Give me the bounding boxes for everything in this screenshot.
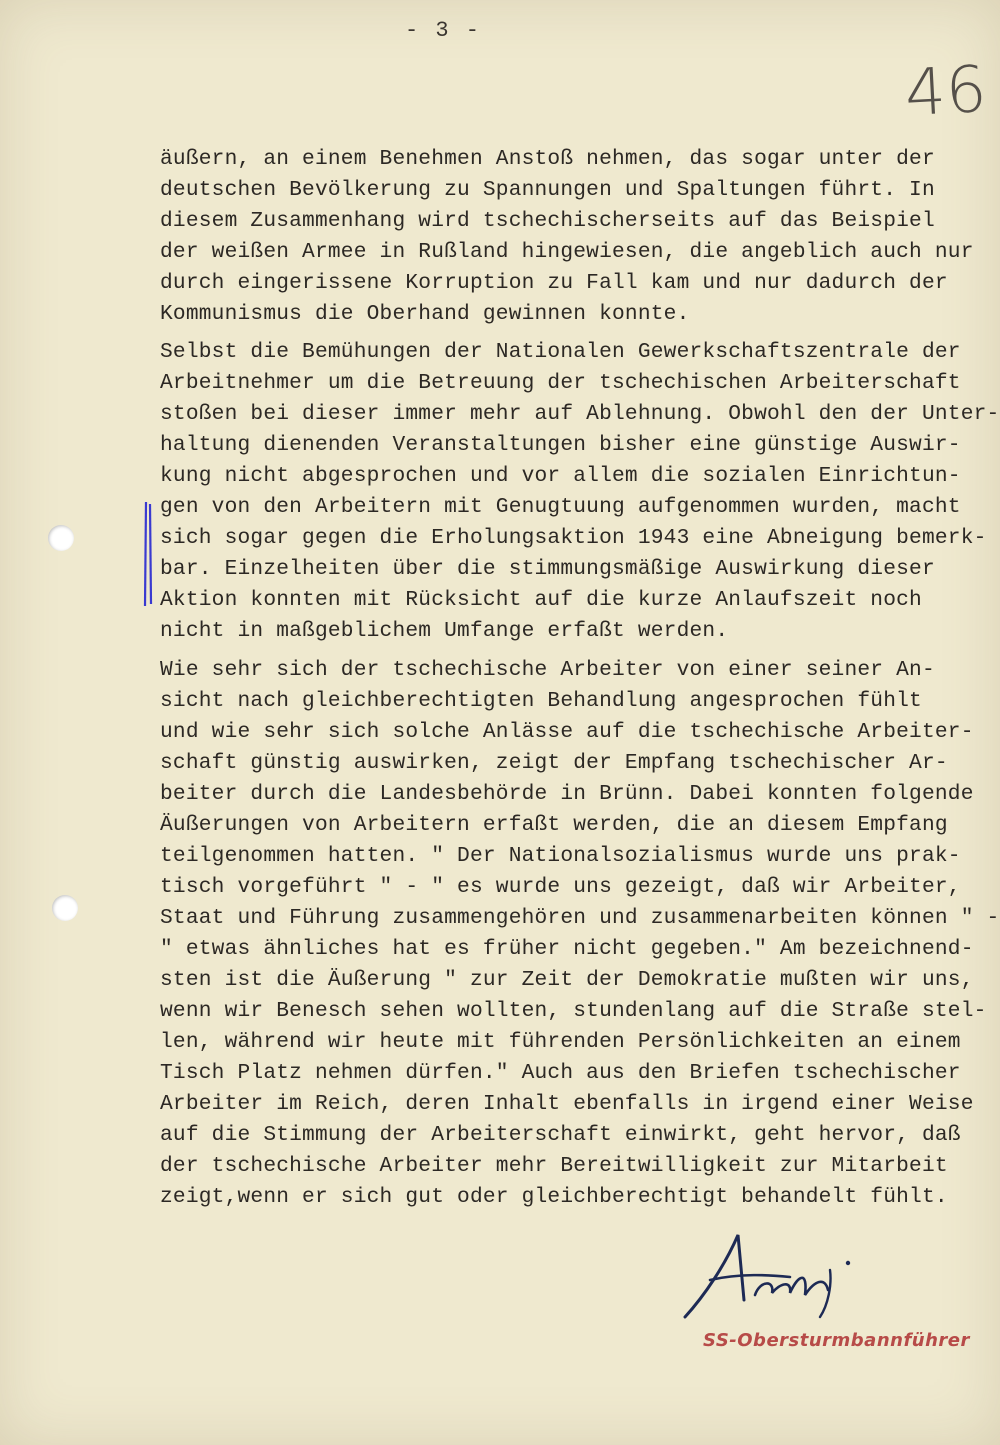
text-line: Arbeiter im Reich, deren Inhalt ebenfalls in irgend einer Weise — [160, 1092, 974, 1116]
text-line: schaft günstig auswirken, zeigt der Empfang tschechischer Ar- — [160, 751, 948, 775]
text-line: Arbeitnehmer um die Betreuung der tschechischen Arbeiterschaft — [160, 371, 961, 395]
text-line: nicht in maßgeblichem Umfange erfaßt werden. — [160, 619, 729, 643]
text-line: teilgenommen hatten. " Der Nationalsozialismus wurde uns prak- — [160, 844, 961, 868]
text-line: " etwas ähnliches hat es früher nicht gegeben." Am bezeichnend- — [160, 937, 974, 961]
folio-number: 46 — [903, 52, 989, 132]
text-line: beiter durch die Landesbehörde in Brünn. Dabei konnten folgende — [160, 782, 974, 806]
text-line: der tschechische Arbeiter mehr Bereitwilligkeit zur Mitarbeit — [160, 1154, 948, 1178]
text-line: Aktion konnten mit Rücksicht auf die kurze Anlaufszeit noch — [160, 588, 922, 612]
text-line: durch eingerissene Korruption zu Fall kam und nur dadurch der — [160, 271, 948, 295]
text-line: len, während wir heute mit führenden Persönlichkeiten an einem — [160, 1030, 961, 1054]
text-line: und wie sehr sich solche Anlässe auf die tschechische Arbeiter- — [160, 720, 974, 744]
text-line: deutschen Bevölkerung zu Spannungen und Spaltungen führt. In — [160, 178, 935, 202]
text-line: Selbst die Bemühungen der Nationalen Gewerkschaftszentrale der — [160, 340, 961, 364]
paragraph-1 — [160, 144, 974, 330]
text-line: Staat und Führung zusammengehören und zusammenarbeiten können " - — [160, 906, 1000, 930]
text-line: stoßen bei dieser immer mehr auf Ablehnung. Obwohl den der Unter- — [160, 402, 1000, 426]
text-line: der weißen Armee in Rußland hingewiesen, die angeblich auch nur — [160, 240, 974, 264]
punch-hole-top — [48, 525, 74, 551]
handwritten-signature — [680, 1225, 890, 1325]
text-line: Äußerungen von Arbeitern erfaßt werden, die an diesem Empfang — [160, 813, 948, 837]
text-line: haltung dienenden Veranstaltungen bisher eine günstige Auswir- — [160, 433, 961, 457]
text-line: kung nicht abgesprochen und vor allem die sozialen Einrichtun- — [160, 464, 961, 488]
paragraph-3 — [160, 655, 1000, 1213]
text-line: Wie sehr sich der tschechische Arbeiter von einer seiner An- — [160, 658, 935, 682]
paragraph-2 — [160, 337, 1000, 647]
text-line: sten ist die Äußerung " zur Zeit der Demokratie mußten wir uns, — [160, 968, 974, 992]
text-line: äußern, an einem Benehmen Anstoß nehmen, das sogar unter der — [160, 147, 935, 171]
punch-hole-bottom — [52, 895, 78, 921]
text-line: auf die Stimmung der Arbeiterschaft einwirkt, geht hervor, daß — [160, 1123, 961, 1147]
text-line: diesem Zusammenhang wird tschechischerseits auf das Beispiel — [160, 209, 935, 233]
margin-mark — [143, 500, 153, 608]
text-line: gen von den Arbeitern mit Genugtuung aufgenommen wurden, macht — [160, 495, 961, 519]
text-line: wenn wir Benesch sehen wollten, stundenlang auf die Straße stel- — [160, 999, 987, 1023]
text-line: sicht nach gleichberechtigten Behandlung angesprochen fühlt — [160, 689, 922, 713]
text-line: zeigt,wenn er sich gut oder gleichberechtigt behandelt fühlt. — [160, 1185, 948, 1209]
text-line: sich sogar gegen die Erholungsaktion 1943 eine Abneigung bemerk- — [160, 526, 987, 550]
text-line: tisch vorgeführt " - " es wurde uns gezeigt, daß wir Arbeiter, — [160, 875, 961, 899]
page-number: - 3 - — [405, 18, 482, 43]
text-line: bar. Einzelheiten über die stimmungsmäßige Auswirkung dieser — [160, 557, 935, 581]
rank-stamp: SS-Obersturmbannführer — [703, 1330, 970, 1351]
text-line: Kommunismus die Oberhand gewinnen konnte. — [160, 302, 690, 326]
text-line: Tisch Platz nehmen dürfen." Auch aus den Briefen tschechischer — [160, 1061, 961, 1085]
